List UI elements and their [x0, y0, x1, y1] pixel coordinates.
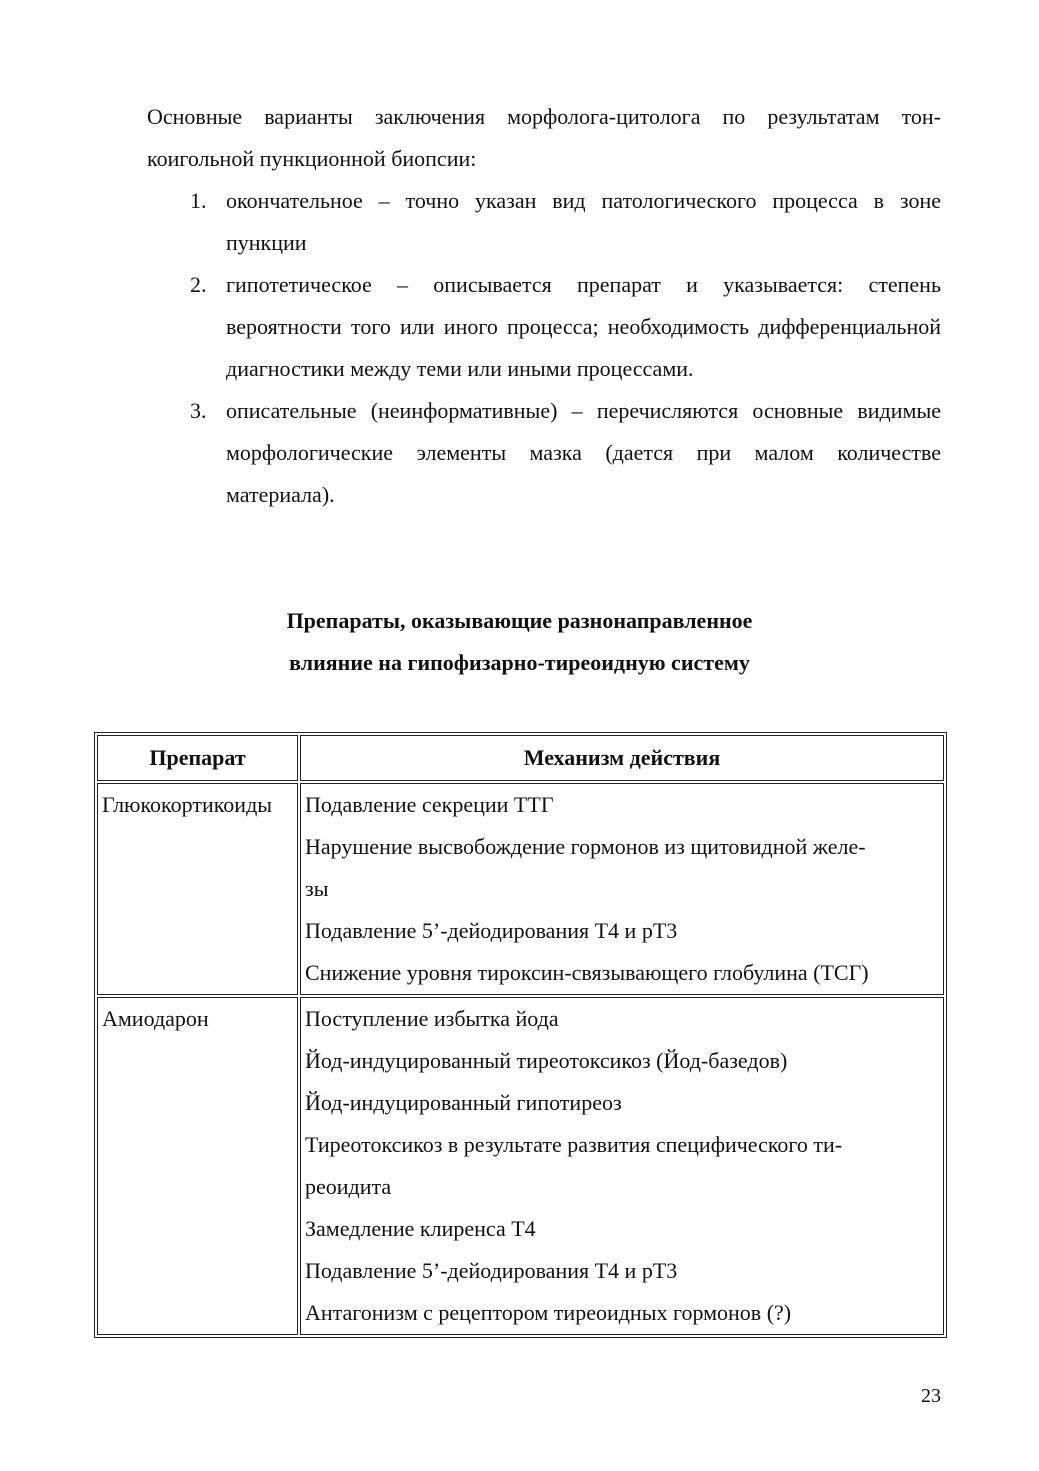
- mechanism-line: Тиреотоксикоз в результате развития специфического ти-: [305, 1132, 843, 1157]
- intro-line-2: коигольной пункционной биопсии:: [147, 146, 477, 171]
- mechanism-line: Подавление 5’-дейодирования Т4 и рТ3: [305, 1258, 678, 1283]
- table-row: [97, 997, 944, 1335]
- list-item: [190, 264, 941, 390]
- mechanism-line: Замедление клиренса Т4: [305, 1216, 536, 1241]
- mechanism-cell: [300, 997, 944, 1335]
- section-heading-line-2: влияние на гипофизарно-тиреоидную систему: [289, 650, 750, 675]
- drug-cell: [97, 783, 298, 995]
- page-number: 23: [921, 1385, 941, 1407]
- list-item: [190, 390, 941, 516]
- mechanism-line: реоидита: [305, 1174, 392, 1199]
- intro-line-1: Основные варианты заключения морфолога-цитолога по результатам тон-: [147, 104, 941, 129]
- header-mechanism: Механизм действия: [300, 735, 944, 781]
- list-item-number: 1.: [190, 188, 207, 213]
- header-drug: Препарат: [97, 735, 298, 781]
- intro-paragraph: [147, 96, 941, 180]
- mechanism-line: Йод-индуцированный тиреотоксикоз (Йод-базедов): [305, 1048, 788, 1073]
- mechanism-line: Подавление секреции ТТГ: [305, 792, 554, 817]
- list-item-text: описательные (неинформативные) – перечисляются основные видимые морфологические элементы мазка (дается при малом количестве материала).: [226, 398, 941, 507]
- list-item-text: окончательное – точно указан вид патологического процесса в зоне пункции: [226, 188, 941, 255]
- conclusion-list: [190, 180, 941, 516]
- mechanism-line: Подавление 5’-дейодирования Т4 и рТ3: [305, 918, 678, 943]
- section-heading-line-1: Препараты, оказывающие разнонаправленное: [286, 608, 753, 633]
- drug-name: Глюкокортикоиды: [102, 792, 273, 817]
- table-header-row: [97, 735, 944, 781]
- drugs-table: [94, 732, 947, 1338]
- mechanism-cell: [300, 783, 944, 995]
- mechanism-line: Снижение уровня тироксин-связывающего глобулина (ТСГ): [305, 960, 869, 985]
- mechanism-line: Поступление избытка йода: [305, 1006, 559, 1031]
- section-heading: [147, 600, 892, 684]
- list-item: [190, 180, 941, 264]
- mechanism-line: Нарушение высвобождение гормонов из щитовидной желе-: [305, 834, 866, 859]
- mechanism-line: Йод-индуцированный гипотиреоз: [305, 1090, 622, 1115]
- table-row: [97, 783, 944, 995]
- list-item-text: гипотетическое – описывается препарат и указывается: степень вероятности того или иного процесса; необходимость дифференциальной диагностики между теми или иными процессами.: [226, 272, 941, 381]
- drug-name: Амиодарон: [102, 1006, 209, 1031]
- list-item-number: 2.: [190, 272, 207, 297]
- list-item-number: 3.: [190, 398, 207, 423]
- mechanism-line: зы: [305, 876, 329, 901]
- drug-cell: [97, 997, 298, 1335]
- mechanism-line: Антагонизм с рецептором тиреоидных гормонов (?): [305, 1300, 792, 1325]
